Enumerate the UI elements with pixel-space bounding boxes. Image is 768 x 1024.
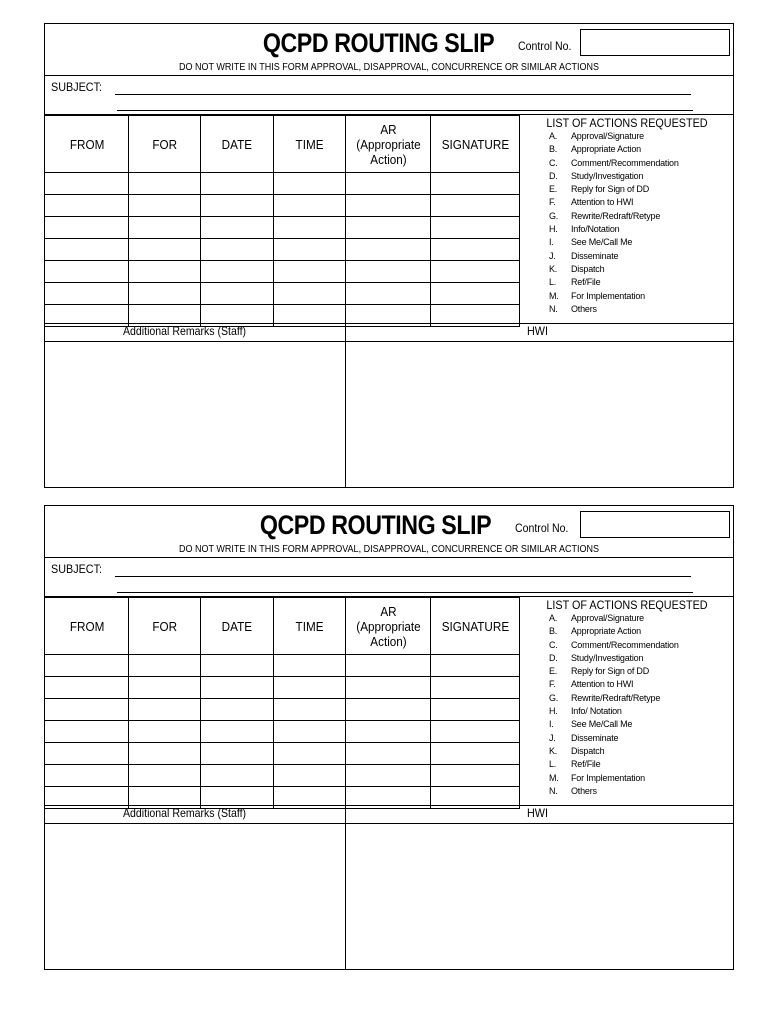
action-letter: A. xyxy=(549,131,558,141)
action-text: Approval/Signature xyxy=(571,131,644,141)
action-letter: D. xyxy=(549,170,558,181)
action-text: Reply for Sign of DD xyxy=(571,184,650,195)
action-item xyxy=(549,758,733,771)
table-cell[interactable] xyxy=(430,239,519,261)
column-header-label: DATE xyxy=(222,136,253,152)
table-cell[interactable] xyxy=(346,217,431,239)
action-letter: E. xyxy=(549,184,558,195)
hwi-field[interactable] xyxy=(346,824,733,969)
remarks-label: Additional Remarks (Staff) xyxy=(123,806,247,820)
action-text: See Me/Call Me xyxy=(571,237,633,248)
slip-title: QCPD ROUTING SLIP xyxy=(260,510,492,540)
action-item xyxy=(549,612,733,625)
action-text: Others xyxy=(571,785,597,796)
action-letter: F. xyxy=(549,679,556,690)
control-number-field[interactable] xyxy=(580,511,730,538)
action-letter: J. xyxy=(549,250,556,261)
column-header-label: FOR xyxy=(152,618,178,634)
hwi-label: HWI xyxy=(527,324,548,338)
table-cell[interactable] xyxy=(430,655,519,677)
table-cell[interactable] xyxy=(129,743,201,765)
column-header xyxy=(129,116,201,173)
action-item xyxy=(549,183,733,196)
action-item xyxy=(549,223,733,236)
table-row xyxy=(45,721,520,743)
table-cell[interactable] xyxy=(45,261,129,283)
action-text: Ref/File xyxy=(571,277,601,288)
control-number-label: Control No. xyxy=(515,521,569,535)
table-cell[interactable] xyxy=(274,677,346,699)
action-item xyxy=(549,718,733,731)
table-cell[interactable] xyxy=(129,655,201,677)
table-cell[interactable] xyxy=(274,655,346,677)
action-item xyxy=(549,210,733,223)
column-header xyxy=(201,598,274,655)
table-cell[interactable] xyxy=(45,677,129,699)
table-cell[interactable] xyxy=(274,765,346,787)
table-header-row xyxy=(45,116,520,173)
table-cell[interactable] xyxy=(430,195,519,217)
action-letter: H. xyxy=(549,706,558,717)
action-text: Reply for Sign of DD xyxy=(571,666,650,677)
action-letter: I. xyxy=(549,237,554,248)
action-item xyxy=(549,236,733,249)
table-cell[interactable] xyxy=(201,195,274,217)
column-header-label: TIME xyxy=(295,618,324,634)
action-letter: D. xyxy=(549,652,558,663)
table-cell[interactable] xyxy=(45,655,129,677)
table-cell[interactable] xyxy=(45,239,129,261)
table-cell[interactable] xyxy=(201,283,274,305)
table-cell[interactable] xyxy=(201,743,274,765)
table-cell[interactable] xyxy=(346,699,431,721)
table-cell[interactable] xyxy=(274,195,346,217)
table-cell[interactable] xyxy=(430,765,519,787)
table-cell[interactable] xyxy=(129,765,201,787)
action-item xyxy=(549,625,733,638)
action-item xyxy=(549,196,733,209)
subject-field-line-1[interactable] xyxy=(115,94,691,95)
table-cell[interactable] xyxy=(129,173,201,195)
table-cell[interactable] xyxy=(129,283,201,305)
hwi-label: HWI xyxy=(527,806,548,820)
column-header xyxy=(129,598,201,655)
table-cell[interactable] xyxy=(430,217,519,239)
table-cell[interactable] xyxy=(430,283,519,305)
column-header xyxy=(274,116,346,173)
column-header xyxy=(346,116,431,173)
table-cell[interactable] xyxy=(129,195,201,217)
table-cell[interactable] xyxy=(45,699,129,721)
column-header xyxy=(201,116,274,173)
action-letter: K. xyxy=(549,263,558,274)
action-letter: H. xyxy=(549,224,558,235)
remarks-field[interactable] xyxy=(45,342,345,487)
table-cell[interactable] xyxy=(129,217,201,239)
notice-text: DO NOT WRITE IN THIS FORM APPROVAL, DISAPPROVAL, CONCURRENCE OR SIMILAR ACTIONS xyxy=(179,544,599,555)
action-letter: G. xyxy=(549,692,559,703)
action-text: For Implementation xyxy=(571,772,645,783)
action-letter: N. xyxy=(549,785,558,796)
subject-field-line-1[interactable] xyxy=(115,576,691,577)
remarks-label: Additional Remarks (Staff) xyxy=(123,324,247,338)
column-header xyxy=(45,116,129,173)
table-cell[interactable] xyxy=(274,283,346,305)
table-cell[interactable] xyxy=(45,743,129,765)
table-cell[interactable] xyxy=(430,173,519,195)
divider xyxy=(45,557,733,558)
actions-header: LIST OF ACTIONS REQUESTED xyxy=(546,116,708,130)
action-item xyxy=(549,170,733,183)
action-letter: M. xyxy=(549,772,559,783)
table-cell[interactable] xyxy=(45,217,129,239)
divider xyxy=(45,75,733,76)
table-row xyxy=(45,765,520,787)
table-cell[interactable] xyxy=(274,239,346,261)
table-cell[interactable] xyxy=(346,261,431,283)
table-row xyxy=(45,655,520,677)
table-cell[interactable] xyxy=(346,173,431,195)
action-text: Study/Investigation xyxy=(571,652,644,663)
table-cell[interactable] xyxy=(274,721,346,743)
action-text: Attention to HWI xyxy=(571,197,634,208)
action-text: Others xyxy=(571,303,597,314)
action-item xyxy=(549,263,733,276)
action-item xyxy=(549,678,733,691)
action-text: For Implementation xyxy=(571,290,645,301)
column-header xyxy=(274,598,346,655)
table-cell[interactable] xyxy=(129,699,201,721)
subject-label: SUBJECT: xyxy=(51,80,103,94)
slip-title: QCPD ROUTING SLIP xyxy=(263,28,495,58)
action-letter: B. xyxy=(549,144,558,155)
table-cell[interactable] xyxy=(201,677,274,699)
column-header-label: SIGNATURE xyxy=(441,136,509,152)
action-item xyxy=(549,303,733,316)
table-cell[interactable] xyxy=(201,765,274,787)
column-header xyxy=(430,116,519,173)
action-item xyxy=(549,772,733,785)
action-item xyxy=(549,157,733,170)
table-cell[interactable] xyxy=(129,721,201,743)
table-cell[interactable] xyxy=(45,283,129,305)
action-letter: E. xyxy=(549,666,558,677)
action-item xyxy=(549,692,733,705)
routing-table xyxy=(45,597,520,809)
table-cell[interactable] xyxy=(274,173,346,195)
subject-field-line-2[interactable] xyxy=(117,110,693,111)
column-header-label: FROM xyxy=(69,618,104,634)
table-cell[interactable] xyxy=(201,655,274,677)
table-cell[interactable] xyxy=(430,721,519,743)
table-row xyxy=(45,239,520,261)
action-item xyxy=(549,732,733,745)
table-cell[interactable] xyxy=(201,217,274,239)
table-row xyxy=(45,699,520,721)
action-letter: N. xyxy=(549,303,558,314)
column-header-label: AR (Appropriate Action) xyxy=(355,121,421,167)
action-text: Appropriate Action xyxy=(571,144,641,155)
action-item xyxy=(549,745,733,758)
action-letter: L. xyxy=(549,277,557,288)
action-text: Disseminate xyxy=(571,250,619,261)
table-row xyxy=(45,217,520,239)
action-item xyxy=(549,143,733,156)
action-text: Ref/File xyxy=(571,759,601,770)
actions-list xyxy=(521,115,733,323)
table-cell[interactable] xyxy=(274,743,346,765)
action-item xyxy=(549,639,733,652)
table-cell[interactable] xyxy=(201,721,274,743)
table-cell[interactable] xyxy=(430,699,519,721)
hwi-field[interactable] xyxy=(346,342,733,487)
table-cell[interactable] xyxy=(346,721,431,743)
action-text: Rewrite/Redraft/Retype xyxy=(571,692,661,703)
table-cell[interactable] xyxy=(129,261,201,283)
notice-text: DO NOT WRITE IN THIS FORM APPROVAL, DISAPPROVAL, CONCURRENCE OR SIMILAR ACTIONS xyxy=(179,62,599,73)
table-cell[interactable] xyxy=(346,239,431,261)
column-header-label: AR (Appropriate Action) xyxy=(355,603,421,649)
table-cell[interactable] xyxy=(430,743,519,765)
action-text: Info/Notation xyxy=(571,224,620,235)
table-cell[interactable] xyxy=(430,261,519,283)
action-letter: I. xyxy=(549,719,554,730)
table-cell[interactable] xyxy=(346,677,431,699)
action-item xyxy=(549,665,733,678)
table-cell[interactable] xyxy=(346,765,431,787)
table-cell[interactable] xyxy=(274,217,346,239)
table-cell[interactable] xyxy=(274,261,346,283)
table-cell[interactable] xyxy=(201,173,274,195)
action-text: Info/ Notation xyxy=(571,706,622,717)
action-item xyxy=(549,705,733,718)
action-item xyxy=(549,785,733,798)
routing-slip xyxy=(44,505,734,970)
column-header-label: DATE xyxy=(222,618,253,634)
table-cell[interactable] xyxy=(346,195,431,217)
action-text: Study/Investigation xyxy=(571,170,644,181)
action-text: Appropriate Action xyxy=(571,626,641,637)
table-cell[interactable] xyxy=(45,765,129,787)
table-cell[interactable] xyxy=(201,699,274,721)
action-letter: F. xyxy=(549,197,556,208)
actions-list xyxy=(521,597,733,805)
table-cell[interactable] xyxy=(129,239,201,261)
table-cell[interactable] xyxy=(346,743,431,765)
table-row xyxy=(45,283,520,305)
action-item xyxy=(549,652,733,665)
action-letter: G. xyxy=(549,210,559,221)
routing-slip xyxy=(44,23,734,488)
column-header xyxy=(45,598,129,655)
action-text: Rewrite/Redraft/Retype xyxy=(571,210,661,221)
table-cell[interactable] xyxy=(346,655,431,677)
action-text: Disseminate xyxy=(571,732,619,743)
table-cell[interactable] xyxy=(45,721,129,743)
control-number-label: Control No. xyxy=(518,39,572,53)
table-row xyxy=(45,743,520,765)
column-header-label: FOR xyxy=(152,136,178,152)
table-cell[interactable] xyxy=(274,699,346,721)
table-row xyxy=(45,173,520,195)
action-letter: C. xyxy=(549,639,558,650)
column-header xyxy=(346,598,431,655)
action-letter: C. xyxy=(549,157,558,168)
action-item xyxy=(549,250,733,263)
table-header-row xyxy=(45,598,520,655)
action-item xyxy=(549,130,733,143)
table-row xyxy=(45,195,520,217)
action-text: Dispatch xyxy=(571,263,605,274)
subject-label: SUBJECT: xyxy=(51,562,103,576)
action-text: Attention to HWI xyxy=(571,679,634,690)
column-header-label: SIGNATURE xyxy=(441,618,509,634)
table-row xyxy=(45,261,520,283)
action-letter: M. xyxy=(549,290,559,301)
table-cell[interactable] xyxy=(201,239,274,261)
action-text: See Me/Call Me xyxy=(571,719,633,730)
table-cell[interactable] xyxy=(430,677,519,699)
table-row xyxy=(45,677,520,699)
action-letter: A. xyxy=(549,613,558,623)
table-cell[interactable] xyxy=(201,261,274,283)
remarks-field[interactable] xyxy=(45,824,345,969)
action-letter: J. xyxy=(549,732,556,743)
action-text: Dispatch xyxy=(571,745,605,756)
action-text: Comment/Recommendation xyxy=(571,157,679,168)
action-item xyxy=(549,276,733,289)
table-cell[interactable] xyxy=(45,173,129,195)
table-cell[interactable] xyxy=(45,195,129,217)
column-header-label: TIME xyxy=(295,136,324,152)
control-number-field[interactable] xyxy=(580,29,730,56)
action-text: Approval/Signature xyxy=(571,613,644,623)
actions-header: LIST OF ACTIONS REQUESTED xyxy=(546,598,708,612)
column-header xyxy=(430,598,519,655)
column-header-label: FROM xyxy=(69,136,104,152)
action-letter: L. xyxy=(549,759,557,770)
action-letter: K. xyxy=(549,745,558,756)
subject-field-line-2[interactable] xyxy=(117,592,693,593)
table-cell[interactable] xyxy=(129,677,201,699)
action-letter: B. xyxy=(549,626,558,637)
table-cell[interactable] xyxy=(346,283,431,305)
action-item xyxy=(549,290,733,303)
routing-table xyxy=(45,115,520,327)
action-text: Comment/Recommendation xyxy=(571,639,679,650)
